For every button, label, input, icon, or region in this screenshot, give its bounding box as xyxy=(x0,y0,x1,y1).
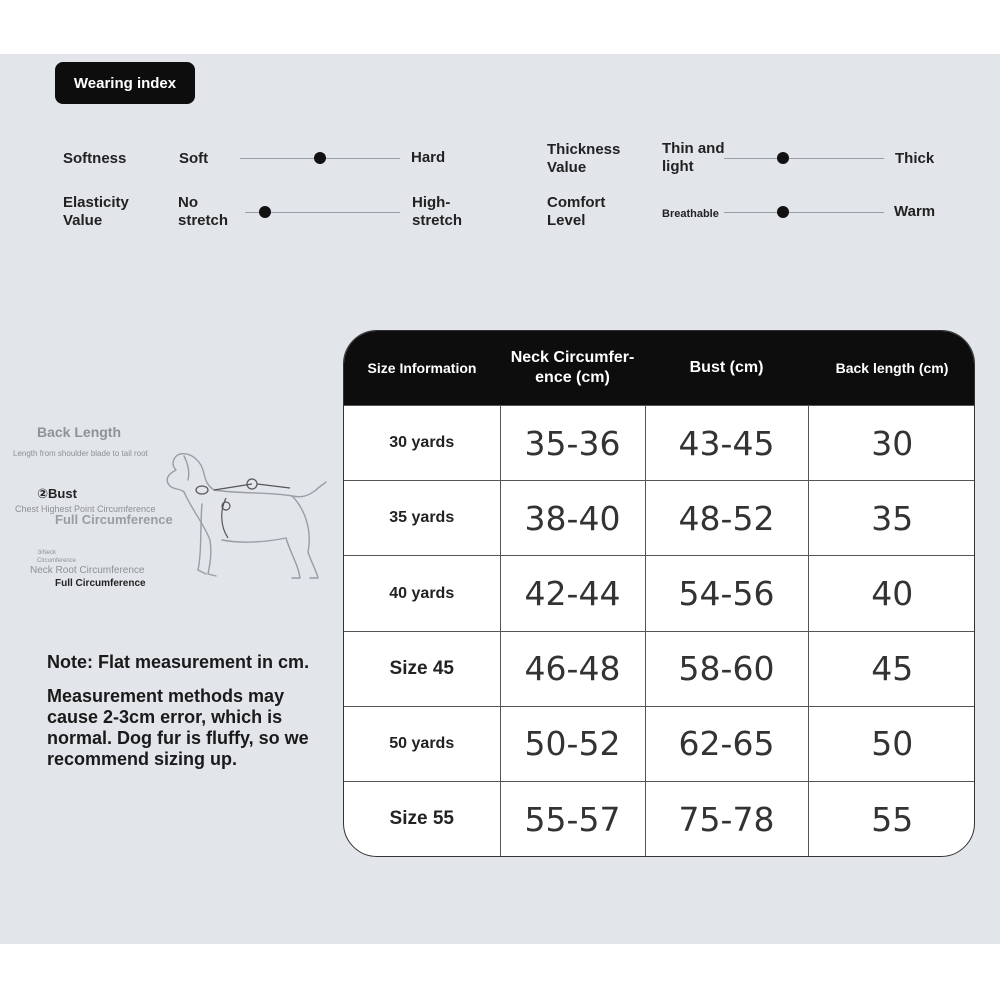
comfort-slider-track xyxy=(724,212,884,213)
back-length-desc: Length from shoulder blade to tail root xyxy=(13,449,148,458)
neck-title: ③Neck Circumference xyxy=(37,550,77,564)
table-row xyxy=(344,556,975,631)
size-cell: 30 yards xyxy=(344,406,500,481)
neck-cell: 35-36 xyxy=(500,406,645,481)
header-size-information: Size Information xyxy=(344,331,500,406)
bust-full: Full Circumference xyxy=(55,512,173,527)
softness-right-label: Hard xyxy=(411,149,446,166)
back-length-cell: 35 xyxy=(808,481,975,556)
thickness-slider-track xyxy=(724,158,884,159)
bust-cell: 75-78 xyxy=(645,782,808,856)
wearing-index-badge: Wearing index xyxy=(55,62,195,104)
table-row xyxy=(344,406,975,481)
header-neck-circumference: Neck Circumfer-ence (cm) xyxy=(500,331,645,406)
neck-cell: 38-40 xyxy=(500,481,645,556)
elasticity-slider-knob xyxy=(259,206,271,218)
back-length-cell: 50 xyxy=(808,706,975,781)
elasticity-right-label: High-stretch xyxy=(412,194,463,229)
neck-desc: Neck Root Circumference xyxy=(30,565,145,576)
size-cell: 35 yards xyxy=(344,481,500,556)
header-back-length: Back length (cm) xyxy=(808,331,975,406)
back-length-cell: 45 xyxy=(808,631,975,706)
note-measurement-error: Measurement methods may cause 2-3cm error, which is normal. Dog fur is fluffy, so we recommend sizing up. xyxy=(47,686,309,769)
comfort-left-label: Breathable xyxy=(662,208,719,220)
comfort-slider-knob xyxy=(777,206,789,218)
table-row xyxy=(344,706,975,781)
neck-cell: 46-48 xyxy=(500,631,645,706)
elasticity-left-label: No stretch xyxy=(178,194,229,229)
back-length-title: Back Length xyxy=(37,424,122,440)
back-length-cell: 55 xyxy=(808,782,975,856)
neck-full: Full Circumference xyxy=(55,578,146,589)
neck-cell: 55-57 xyxy=(500,782,645,856)
thickness-left-label: Thin and light xyxy=(662,140,725,175)
softness-label: Softness xyxy=(63,150,127,167)
bust-cell: 48-52 xyxy=(645,481,808,556)
size-cell: 50 yards xyxy=(344,706,500,781)
comfort-label: Comfort Level xyxy=(547,194,606,229)
thickness-right-label: Thick xyxy=(895,150,935,167)
dog-outline-icon xyxy=(140,440,330,590)
table-row xyxy=(344,631,975,706)
bust-cell: 62-65 xyxy=(645,706,808,781)
comfort-right-label: Warm xyxy=(894,203,936,220)
size-cell: 40 yards xyxy=(344,556,500,631)
size-cell: Size 55 xyxy=(344,782,500,856)
bust-title: ②Bust xyxy=(37,486,77,501)
bust-desc: Chest Highest Point Circumference xyxy=(15,504,156,514)
bust-cell: 54-56 xyxy=(645,556,808,631)
note-flat-measurement: Note: Flat measurement in cm. xyxy=(47,652,310,672)
size-cell: Size 45 xyxy=(344,631,500,706)
size-table xyxy=(343,330,975,857)
elasticity-label: Elasticity Value xyxy=(63,194,129,229)
bust-cell: 58-60 xyxy=(645,631,808,706)
thickness-label: Thickness Value xyxy=(547,141,621,176)
thickness-slider-knob xyxy=(777,152,789,164)
neck-cell: 42-44 xyxy=(500,556,645,631)
header-bust: Bust (cm) xyxy=(645,331,808,406)
table-row xyxy=(344,481,975,556)
neck-cell: 50-52 xyxy=(500,706,645,781)
back-length-cell: 40 xyxy=(808,556,975,631)
softness-slider-knob xyxy=(314,152,326,164)
back-length-cell: 30 xyxy=(808,406,975,481)
table-row xyxy=(344,782,975,856)
softness-left-label: Soft xyxy=(179,150,209,167)
bust-cell: 43-45 xyxy=(645,406,808,481)
size-table-header xyxy=(344,331,975,406)
